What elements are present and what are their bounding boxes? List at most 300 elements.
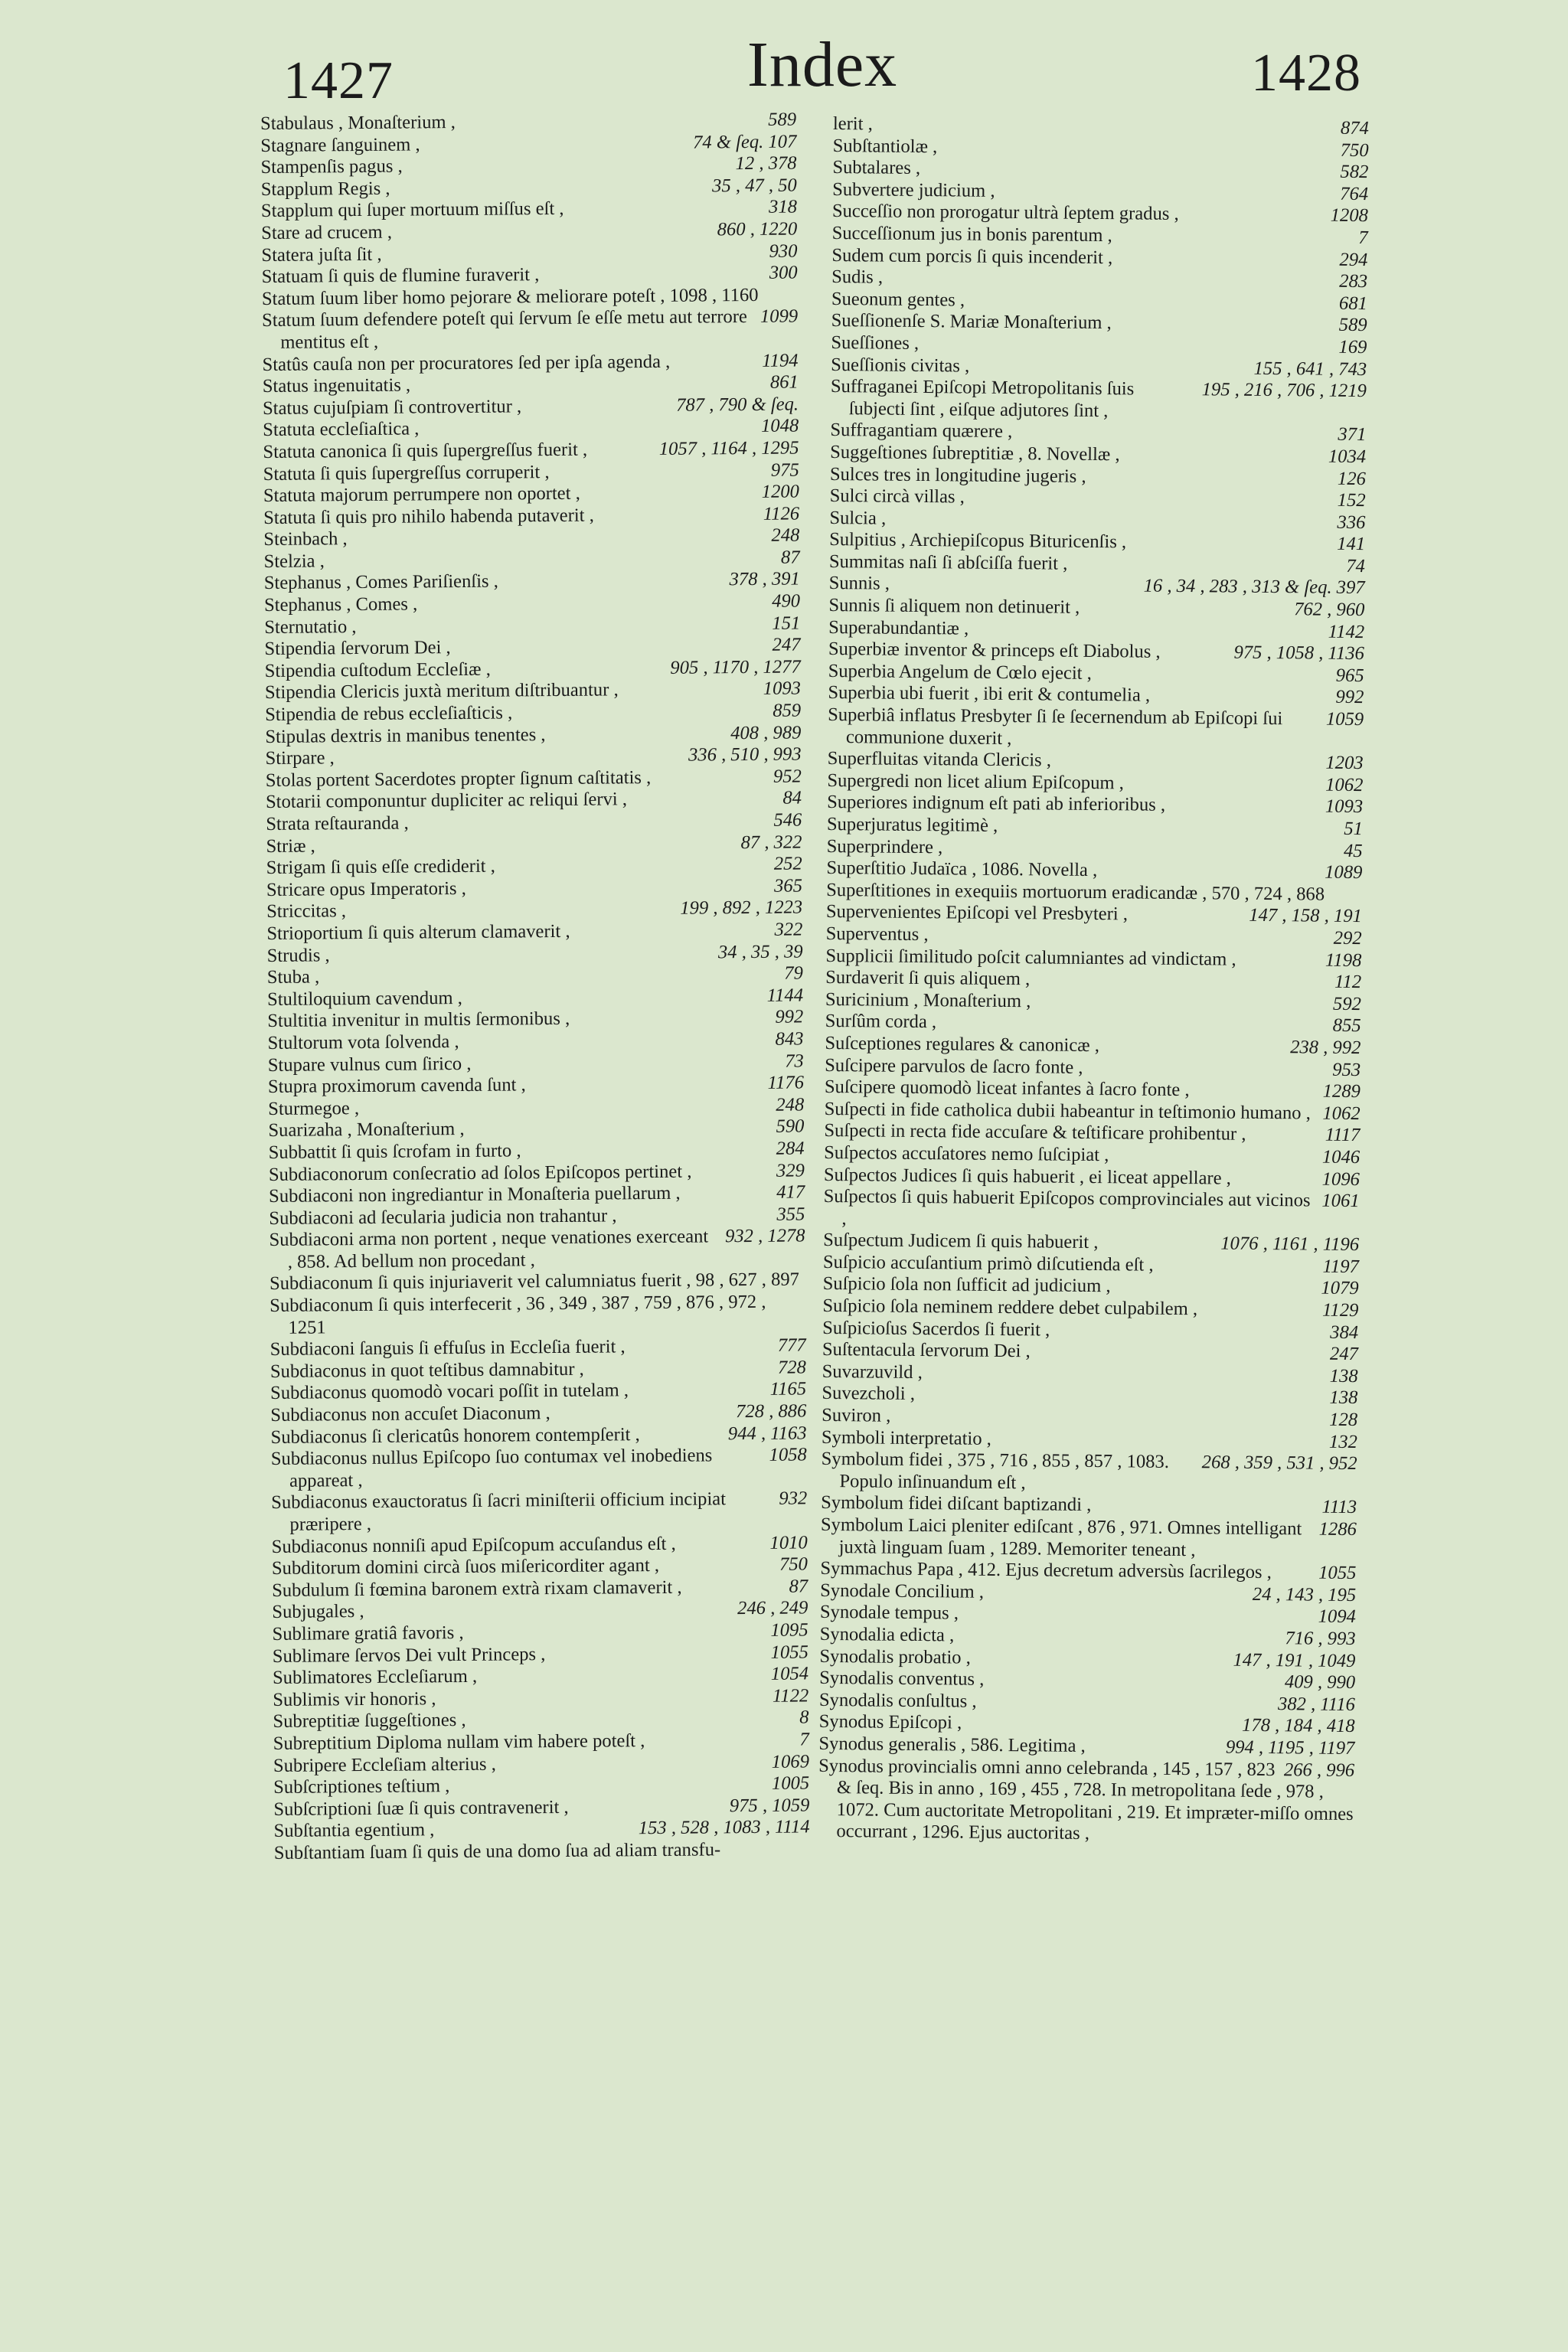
entry-text: Subdiaconorum conſecratio ad ſolos Epiſcopos pertinet , (268, 1161, 692, 1185)
entry-text: Subdiaconus nullus Epiſcopo ſuo contumax vel inobediens appareat , (270, 1445, 713, 1491)
entry-text: Surdaverit ſi quis aliquem , (825, 967, 1031, 990)
entry-page-refs: 592 (1332, 993, 1361, 1014)
entry-page-refs: 944 , 1163 (727, 1423, 807, 1444)
entry-text: Subſtantiolæ , (832, 135, 938, 157)
entry-page-refs: 1176 (767, 1072, 805, 1093)
entry-page-refs: 1093 (763, 678, 802, 700)
entry-page-refs: 1057 , 1164 , 1295 (658, 437, 799, 459)
entry-page-refs: 35 , 47 , 50 (711, 175, 797, 197)
entry-page-refs: 777 (777, 1334, 806, 1356)
entry-text: Supergredi non licet alium Epiſcopum , (827, 769, 1125, 794)
index-entry (823, 1186, 1359, 1234)
entry-page-refs: 246 , 249 (737, 1597, 808, 1619)
entry-page-refs: 861 (769, 371, 799, 393)
entry-text: Stephanus , Comes , (263, 593, 418, 616)
entry-page-refs: 318 (768, 196, 798, 218)
entry-text: Suſpicioſus Sacerdos ſi fuerit , (822, 1317, 1050, 1341)
entry-text: Stabulaus , Monaſterium , (260, 111, 456, 134)
index-entry (818, 1755, 1354, 1847)
entry-text: Sulces tres in longitudine jugeris , (829, 463, 1086, 487)
entry-text: Supplicii ſimilitudo poſcit calumniantes ad vindictam , (825, 945, 1236, 970)
entry-page-refs: 582 (1340, 161, 1369, 183)
entry-page-refs: 1048 (760, 415, 799, 437)
entry-page-refs: 238 , 992 (1290, 1037, 1361, 1058)
entry-text: Stricare opus Imperatoris , (266, 877, 466, 900)
entry-text: Superſtitio Judaïca , 1086. Novella , (826, 858, 1098, 881)
entry-page-refs: 371 (1338, 424, 1367, 446)
entry-page-refs: 73 (785, 1050, 804, 1072)
entry-page-refs: 1079 (1321, 1278, 1359, 1299)
entry-text: Statûs cauſa non per procuratores ſed per ipſa agenda , (262, 351, 671, 375)
entry-page-refs: 128 (1329, 1409, 1358, 1431)
entry-page-refs: 199 , 892 , 1223 (680, 897, 803, 920)
entry-page-refs: 787 , 790 & ſeq. (676, 394, 799, 416)
entry-text: Subvertere judicium , (832, 178, 995, 201)
entry-page-refs: 138 (1329, 1387, 1358, 1409)
index-entry (821, 1514, 1357, 1563)
entry-page-refs: 589 (768, 109, 797, 130)
entry-text: Supervenientes Epiſcopi vel Presbyteri , (825, 901, 1129, 925)
entry-text: Superbiâ inflatus Presbyter ſi ſe ſecernendum ab Epiſcopi ſui communione duxerit , (828, 704, 1283, 749)
entry-text: Suſtentacula ſervorum Dei , (822, 1339, 1031, 1362)
entry-page-refs: 336 (1337, 511, 1366, 533)
entry-text: Synodus Epiſcopi , (818, 1711, 962, 1733)
index-entry (262, 306, 798, 354)
entry-page-refs: 1165 (769, 1378, 807, 1400)
entry-page-refs: 8 (799, 1707, 809, 1728)
entry-page-refs: 195 , 216 , 706 , 1219 (1201, 379, 1367, 402)
entry-text: Stare ad crucem , (261, 221, 393, 243)
entry-text: Suſceptiones regulares & canonicæ , (825, 1032, 1100, 1057)
entry-text: Superbia Angelum de Cœlo ejecit , (828, 660, 1092, 684)
entry-text: Statuta eccleſiaſtica , (263, 418, 420, 441)
entry-page-refs: 1198 (1325, 949, 1362, 971)
entry-text: Superventus , (825, 923, 929, 946)
entry-text: Superbiæ inventor & princeps eſt Diabolus , (828, 639, 1161, 663)
entry-text: Suſpectos ſi quis habuerit Epiſcopos comprovinciales aut vicinos , (823, 1186, 1311, 1229)
entry-text: Strioportium ſi quis alterum clamaverit , (266, 920, 570, 944)
entry-text: Sublimare ſervos Dei vult Princeps , (272, 1643, 546, 1667)
entry-page-refs: 79 (784, 962, 803, 984)
entry-text: Subdiaconus in quot teſtibus damnabitur , (270, 1358, 584, 1382)
entry-text: Suſpicio accuſantium primò diſcutienda eſt , (822, 1251, 1154, 1276)
entry-page-refs: 178 , 184 , 418 (1241, 1715, 1355, 1737)
entry-text: Superjuratus legitimè , (826, 813, 998, 836)
entry-page-refs: 965 (1335, 665, 1364, 686)
entry-text: Statum ſuum liber homo pejorare & meliorare poteſt , 1098 , 1160 (261, 284, 759, 309)
entry-text: Sueonum gentes , (831, 288, 965, 311)
entry-text: Subdiaconum ſi quis interfecerit , 36 , 349 , 387 , 759 , 876 , 972 , 1251 (270, 1291, 766, 1338)
entry-page-refs: 589 (1338, 315, 1367, 336)
entry-page-refs: 126 (1337, 468, 1366, 489)
index-entry (269, 1226, 805, 1274)
entry-page-refs: 1117 (1325, 1124, 1361, 1146)
entry-text: Succeſſionum jus in bonis parentum , (831, 222, 1112, 247)
entry-text: Striæ , (266, 835, 315, 857)
entry-page-refs: 292 (1333, 927, 1362, 949)
entry-text: Suviron , (822, 1404, 891, 1426)
entry-page-refs: 1142 (1328, 621, 1365, 642)
entry-text: Strata reſtauranda , (266, 812, 409, 835)
entry-page-refs: 1197 (1322, 1256, 1359, 1277)
entry-page-refs: 141 (1337, 534, 1366, 555)
entry-text: Succeſſio non prorogatur ultrà ſeptem gradus , (831, 201, 1179, 225)
entry-page-refs: 252 (773, 853, 802, 874)
entry-text: Sudis , (831, 266, 884, 288)
index-entry (831, 376, 1367, 424)
entry-text: Suſpectum Judicem ſi quis habuerit , (823, 1230, 1099, 1253)
entry-text: Sturmegoe , (268, 1097, 360, 1119)
entry-text: Stipendia Clericis juxtà meritum diſtribuantur , (264, 679, 619, 704)
entry-page-refs: 843 (775, 1028, 804, 1050)
entry-page-refs: 1126 (763, 503, 800, 524)
entry-page-refs: 300 (769, 262, 798, 283)
entry-page-refs: 728 (777, 1357, 806, 1378)
entry-text: Sternutatio , (264, 616, 357, 638)
entry-page-refs: 87 , 322 (740, 831, 802, 853)
entry-text: Suarizaha , Monaſterium , (268, 1119, 465, 1142)
entry-page-refs: 750 (779, 1553, 808, 1575)
entry-page-refs: 147 , 158 , 191 (1249, 905, 1362, 927)
entry-text: Sulci circà villas , (829, 485, 965, 508)
entry-page-refs: 155 , 641 , 743 (1253, 358, 1367, 380)
page-number-left: 1427 (283, 51, 394, 110)
entry-text: Sueſſionis civitas , (831, 354, 970, 377)
entry-page-refs: 74 & ſeq. 107 (692, 131, 797, 153)
entry-text: Sublimis vir honoris , (273, 1688, 436, 1710)
entry-page-refs: 24 , 143 , 195 (1252, 1583, 1357, 1606)
entry-text: Subdiaconus nonniſi apud Epiſcopum accuſandus eſt , (271, 1533, 676, 1557)
entry-page-refs: 1129 (1321, 1299, 1359, 1321)
entry-text: Stipendia de rebus eccleſiaſticis , (265, 702, 513, 726)
entry-page-refs: 1046 (1321, 1146, 1361, 1168)
entry-text: Subreptitium Diploma nullam vim habere poteſt , (273, 1730, 645, 1754)
entry-text: Stapplum qui ſuper mortuum miſſus eſt , (260, 198, 564, 222)
entry-text: Suſpecti in recta fide accuſare & teſtificare prohibentur , (824, 1120, 1246, 1145)
entry-text: Stipendia ſervorum Dei , (264, 637, 451, 660)
entry-page-refs: 1144 (766, 985, 804, 1006)
entry-page-refs: 1061 (1321, 1190, 1360, 1212)
entry-text: Superſtitiones in exequiis mortuorum eradicandæ , 570 , 724 , 868 (826, 879, 1325, 905)
entry-text: Superabundantiæ , (828, 616, 969, 639)
entry-page-refs: 1113 (1321, 1497, 1357, 1518)
entry-page-refs: 12 , 378 (735, 152, 797, 175)
entry-text: Stephanus , Comes Pariſienſis , (263, 571, 498, 594)
entry-text: Statuam ſi quis de flumine furaverit , (261, 264, 540, 288)
entry-text: Suggeſtiones ſubreptitiæ , 8. Novellæ , (830, 441, 1120, 466)
entry-text: Stampenſis pagus , (260, 155, 403, 178)
entry-page-refs: 1055 (770, 1642, 808, 1663)
entry-page-refs: 378 , 391 (729, 568, 800, 590)
entry-text: Subdiaconus quomodò vocari poſſit in tutelam , (270, 1380, 629, 1404)
entry-text: Strudis , (266, 944, 330, 966)
page-number-right: 1428 (1251, 44, 1361, 103)
entry-text: Statuta majorum perrumpere non oportet , (263, 482, 580, 507)
page-header (283, 28, 1361, 112)
entry-page-refs: 860 , 1220 (717, 218, 798, 240)
entry-text: Sunnis , (828, 573, 890, 595)
entry-text: Stultorum vota ſolvenda , (267, 1031, 459, 1054)
entry-text: Subripere Eccleſiam alterius , (273, 1753, 496, 1776)
entry-text: Synodus generalis , 586. Legitima , (818, 1733, 1086, 1756)
entry-page-refs: 355 (776, 1204, 805, 1225)
entry-text: Stultiloquium cavendum , (266, 987, 462, 1010)
entry-text: Subſtantia egentium , (273, 1819, 435, 1842)
entry-page-refs: 953 (1332, 1059, 1361, 1080)
entry-text: Sublimatores Eccleſiarum , (272, 1665, 478, 1689)
entry-text: Subtalares , (832, 157, 921, 179)
entry-page-refs: 762 , 960 (1294, 599, 1365, 621)
entry-page-refs: 1096 (1321, 1168, 1360, 1190)
entry-page-refs: 1200 (761, 481, 800, 502)
entry-page-refs: 7 (799, 1729, 809, 1750)
entry-text: Stipulas dextris in manibus tenentes , (265, 724, 546, 747)
entry-page-refs: 992 (1335, 687, 1364, 708)
entry-page-refs: 382 , 1116 (1277, 1693, 1356, 1715)
entry-page-refs: 322 (774, 919, 803, 940)
entry-page-refs: 1062 (1322, 1102, 1361, 1124)
entry-text: Sulpitius , Archiepiſcopus Bituricenſis , (829, 529, 1127, 553)
entry-page-refs: 1076 , 1161 , 1196 (1220, 1233, 1360, 1256)
entry-page-refs: 874 (1340, 117, 1369, 139)
entry-text: Status cujuſpiam ſi controvertitur , (262, 396, 522, 419)
entry-text: Synodale Concilium , (820, 1579, 985, 1602)
entry-text: Stultitia invenitur in multis ſermonibus , (267, 1008, 570, 1032)
entry-page-refs: 855 (1332, 1015, 1361, 1037)
entry-page-refs: 1289 (1322, 1080, 1361, 1102)
entry-text: Suſpicio ſola neminem reddere debet culpabilem , (822, 1295, 1198, 1320)
entry-page-refs: 1005 (771, 1772, 810, 1794)
entry-page-refs: 409 , 990 (1284, 1671, 1356, 1694)
index-entry (828, 704, 1364, 753)
entry-page-refs: 1059 (1325, 708, 1364, 730)
entry-text: Subſcriptiones teſtium , (273, 1775, 450, 1798)
entry-page-refs: 1062 (1325, 774, 1364, 795)
entry-text: Synodus provincialis omni anno celebranda , 145 , 157 , 823 & ſeq. Bis in anno , 169 , 455 , 728. In metropolitana ſede , 978 , 1072. Cum auctoritate Metropolitani , 219. Et impræter-miſſo omnes occurrant , 1296. Ejus auctoritas , (818, 1755, 1354, 1844)
entry-text: Superiores indignum eſt pati ab inferioribus , (827, 792, 1166, 816)
entry-page-refs: 975 (770, 459, 799, 481)
entry-text: Synodale tempus , (819, 1602, 959, 1624)
entry-page-refs: 247 (1329, 1343, 1358, 1365)
index-entry (271, 1445, 807, 1493)
entry-page-refs: 681 (1338, 292, 1367, 314)
entry-page-refs: 169 (1338, 336, 1367, 358)
entry-text: Stirpare , (265, 747, 335, 769)
entry-text: Summitas naſi ſi abſciſſa fuerit , (828, 550, 1068, 574)
entry-page-refs: 365 (773, 875, 803, 897)
entry-text: Subbattit ſi quis ſcrofam in furto , (268, 1140, 521, 1163)
entry-page-refs: 417 (776, 1181, 805, 1203)
entry-page-refs: 930 (769, 240, 798, 262)
entry-text: Symbolum fidei , 375 , 716 , 855 , 857 , 1083. Populo inſinuandum eſt , (821, 1449, 1170, 1494)
entry-text: Stupare vulnus cum ſirico , (267, 1053, 472, 1076)
entry-page-refs: 138 (1329, 1365, 1358, 1387)
entry-text: Suſpecti in fide catholica dubii habeantur in teſtimonio humano , (824, 1098, 1311, 1124)
entry-text: Symboli interpretatio , (821, 1426, 992, 1449)
entry-page-refs: 151 (772, 612, 801, 634)
entry-text: Superfluitas vitanda Clericis , (827, 748, 1052, 771)
entry-text: Suvezcholi , (822, 1383, 916, 1405)
entry-page-refs: 1089 (1325, 861, 1363, 884)
entry-page-refs: 750 (1340, 139, 1369, 161)
entry-text: Sulcia , (829, 507, 887, 529)
entry-page-refs: 994 , 1195 , 1197 (1225, 1736, 1355, 1759)
entry-page-refs: 859 (773, 700, 802, 721)
entry-page-refs: 248 (776, 1094, 805, 1116)
entry-text: Subdiaconi ad ſecularia judicia non trahantur , (269, 1205, 617, 1229)
entry-page-refs: 932 , 1278 (724, 1225, 805, 1247)
entry-page-refs: 248 (771, 524, 800, 547)
entry-page-refs: 1208 (1330, 205, 1368, 227)
entry-text: Synodalis conſultus , (818, 1689, 977, 1712)
entry-text: Subjugales , (272, 1601, 364, 1623)
entry-text: Superprindere , (826, 835, 943, 858)
entry-text: Subſcriptioni ſuæ ſi quis contravenerit , (273, 1796, 569, 1820)
entry-text: Subditorum domini circà ſuos miſericorditer agant , (271, 1555, 660, 1579)
entry-page-refs: 932 (779, 1488, 808, 1510)
entry-text: lerit , (832, 113, 873, 135)
entry-text: Stagnare ſanguinem , (260, 133, 420, 156)
entry-page-refs: 84 (782, 787, 802, 809)
entry-page-refs: 408 , 989 (730, 722, 802, 743)
entry-text: Subſtantiam ſuam ſi quis de una domo ſua ad aliam transfu- (273, 1839, 721, 1864)
index-entry (271, 1488, 807, 1537)
entry-text: Suſcipere parvulos de ſacro fonte , (825, 1054, 1083, 1078)
entry-page-refs: 329 (776, 1159, 805, 1181)
entry-page-refs: 1058 (769, 1444, 807, 1466)
entry-page-refs: 1069 (771, 1750, 810, 1772)
entry-text: Suſpectos accuſatores nemo ſuſcipiat , (824, 1142, 1109, 1166)
index-column-right (818, 113, 1369, 1847)
entry-text: Subdiaconi ſanguis ſi effuſus in Eccleſia fuerit , (270, 1336, 626, 1361)
entry-page-refs: 87 (789, 1576, 808, 1597)
entry-text: Suricinium , Monaſterium , (825, 988, 1031, 1012)
entry-text: Sueſſiones , (831, 332, 920, 354)
entry-page-refs: 975 , 1059 (729, 1795, 810, 1816)
entry-page-refs: 268 , 359 , 531 , 952 (1201, 1452, 1357, 1475)
entry-text: Sunnis ſi aliquem non detinuerit , (828, 595, 1080, 618)
entry-text: Suvarzuvild , (822, 1361, 923, 1383)
entry-text: Sudem cum porcis ſi quis incenderit , (831, 244, 1113, 268)
entry-text: Stapplum Regis , (260, 178, 390, 200)
entry-text: Subdiaconi non ingrediantur in Monaſteria puellarum , (269, 1182, 681, 1207)
entry-text: Stipendia cuſtodum Eccleſiæ , (264, 658, 491, 681)
entry-page-refs: 112 (1334, 971, 1362, 993)
entry-text: Stelzia , (263, 550, 325, 572)
entry-text: Symbolum fidei diſcant baptizandi , (821, 1492, 1092, 1516)
entry-page-refs: 283 (1339, 270, 1368, 292)
entry-page-refs: 51 (1344, 818, 1363, 840)
index-column-left (260, 109, 810, 1865)
entry-page-refs: 728 , 886 (735, 1400, 807, 1423)
entry-text: Subdiaconi arma non portent , neque venationes exerceant , 858. Ad bellum non procedant , (269, 1226, 709, 1272)
entry-page-refs: 975 , 1058 , 1136 (1233, 642, 1364, 665)
entry-page-refs: 716 , 993 (1285, 1628, 1356, 1650)
entry-text: Stupra proximorum cavenda ſunt , (267, 1074, 526, 1098)
entry-page-refs: 74 (1346, 555, 1365, 577)
index-entry (270, 1292, 805, 1340)
entry-text: Subdulum ſi fœmina baronem extrà rixam clamaverit , (272, 1576, 682, 1601)
entry-text: Stuba , (266, 966, 320, 988)
entry-page-refs: 1054 (770, 1663, 809, 1684)
entry-page-refs: 7 (1358, 227, 1368, 249)
entry-text: Sublimare gratiâ favoris , (272, 1622, 464, 1645)
entry-page-refs: 147 , 191 , 1049 (1233, 1649, 1356, 1671)
entry-page-refs: 336 , 510 , 993 (688, 743, 802, 766)
entry-text: Suſpicio ſola non ſufficit ad judicium , (822, 1273, 1111, 1297)
entry-text: Statum ſuum defendere poteſt qui ſervum ſe eſſe metu aut terrore mentitus eſt , (262, 306, 747, 353)
entry-page-refs: 490 (772, 590, 801, 612)
entry-text: Statuta ſi quis ſupergreſſus corruperit , (263, 461, 550, 485)
entry-text: Suſpectos Judices ſi quis habuerit , ei liceat appellare , (823, 1164, 1232, 1189)
entry-page-refs: 384 (1330, 1321, 1359, 1343)
entry-page-refs: 1093 (1325, 796, 1364, 818)
entry-text: Synodalis probatio , (819, 1645, 971, 1668)
entry-page-refs: 992 (775, 1006, 804, 1028)
entry-page-refs: 952 (773, 766, 802, 787)
entry-text: Stolas portent Sacerdotes propter ſignum caſtitatis , (265, 766, 652, 791)
entry-text: Statuta ſi quis pro nihilo habenda putaverit , (263, 505, 594, 528)
entry-page-refs: 266 , 996 (1283, 1759, 1355, 1781)
entry-text: Suſcipere quomodò liceat infantes à ſacro fonte , (824, 1076, 1190, 1101)
entry-page-refs: 546 (773, 809, 802, 831)
index-entry (821, 1449, 1357, 1497)
entry-page-refs: 590 (776, 1116, 805, 1138)
entry-page-refs: 152 (1337, 489, 1366, 511)
entry-page-refs: 45 (1343, 840, 1363, 861)
entry-text: Synodalia edicta , (819, 1623, 955, 1646)
entry-text: Superbia ubi fuerit , ibi erit & contumelia , (828, 682, 1151, 707)
page-title: Index (746, 29, 898, 100)
entry-page-refs: 1094 (1318, 1606, 1357, 1628)
entry-text: Subreptitiæ ſuggeſtiones , (273, 1710, 466, 1733)
entry-page-refs: 1194 (762, 350, 799, 371)
entry-page-refs: 1055 (1318, 1562, 1357, 1584)
entry-page-refs: 1099 (760, 305, 799, 328)
entry-page-refs: 132 (1328, 1431, 1358, 1452)
entry-page-refs: 16 , 34 , 283 , 313 & ſeq. 397 (1143, 576, 1365, 599)
entry-page-refs: 1095 (770, 1619, 808, 1641)
entry-text: Surſûm corda , (825, 1011, 937, 1033)
entry-text: Sueſſionenſe S. Mariæ Monaſterium , (831, 310, 1112, 334)
entry-text: Suffragantiam quærere , (830, 420, 1013, 443)
entry-text: Stotarii componuntur dupliciter ac reliqui ſervi , (265, 789, 628, 813)
entry-text: Synodalis conventus , (819, 1668, 985, 1690)
entry-page-refs: 247 (772, 634, 801, 656)
entry-page-refs: 1286 (1318, 1518, 1357, 1540)
entry-text: Symbolum Laici pleniter ediſcant , 876 , 971. Omnes intelligant juxtà linguam ſuam , 1289. Memoriter teneant , (820, 1514, 1302, 1560)
entry-text: Subdiaconum ſi quis injuriaverit vel calumniatus fuerit , 98 , 627 , 897 (269, 1269, 800, 1295)
entry-page-refs: 153 , 528 , 1083 , 1114 (638, 1816, 810, 1839)
entry-page-refs: 1122 (772, 1685, 809, 1707)
entry-text: Steinbach , (263, 528, 348, 550)
entry-text: Subdiaconus exauctoratus ſi ſacri miniſterii officium incipiat præripere , (271, 1488, 727, 1535)
entry-text: Strigam ſi quis eſſe crediderit , (266, 855, 495, 879)
entry-text: Symmachus Papa , 412. Ejus decretum adversùs ſacrilegos , (820, 1558, 1272, 1583)
entry-text: Status ingenuitatis , (262, 374, 411, 397)
entry-text: Subdiaconus ſi clericatûs honorem contempſerit , (270, 1423, 640, 1448)
entry-page-refs: 284 (776, 1138, 805, 1159)
entry-page-refs: 87 (780, 547, 800, 568)
entry-page-refs: 1010 (769, 1532, 808, 1553)
entry-text: Statera juſta ſit , (261, 243, 382, 266)
entry-page-refs: 905 , 1170 , 1277 (670, 656, 801, 678)
entry-page-refs: 1203 (1325, 752, 1364, 774)
entry-text: Striccitas , (266, 900, 347, 923)
entry-text: Statuta canonica ſi quis ſupergreſſus fuerit , (263, 439, 588, 462)
entry-page-refs: 294 (1339, 249, 1368, 270)
entry-page-refs: 764 (1340, 183, 1369, 204)
